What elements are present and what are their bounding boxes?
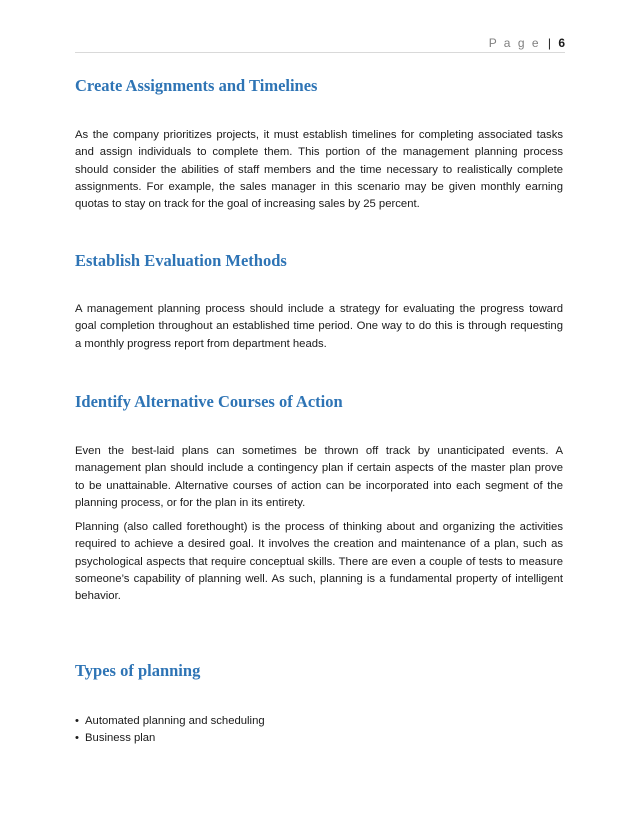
paragraph-planning-definition: Planning (also called forethought) is the process of thinking about and organizing the activities required to achieve a desired goal. It involves the creation and maintenance of a plan, such as psychological aspects that require conceptual skills. There are even a couple of tests to measure someone’s capability of planning well. As such, planning is a fundamental property of intelligent behavior. bbox=[75, 521, 563, 603]
page-separator: | bbox=[547, 36, 551, 50]
heading-alternative-courses: Identify Alternative Courses of Action bbox=[75, 392, 343, 411]
paragraph-evaluation-methods: A management planning process should include a strategy for evaluating the progress toward goal completion throughout an established time period. One way to do this is through requesting a monthly progress report from department heads. bbox=[75, 303, 563, 350]
planning-types-list bbox=[75, 713, 265, 748]
list-item: • Business plan bbox=[75, 730, 265, 747]
list-item: • Automated planning and scheduling bbox=[75, 713, 265, 730]
heading-create-assignments: Create Assignments and Timelines bbox=[75, 76, 318, 95]
page-label: P a g e bbox=[488, 36, 541, 50]
paragraph-create-assignments: As the company prioritizes projects, it must establish timelines for completing associated tasks and assign individuals to complete them. This portion of the management planning process should consider the abilities of staff members and the time necessary to realistically complete assignments. For example, the sales manager in this scenario may be given monthly earning quotas to stay on track for the goal of increasing sales by 25 percent. bbox=[75, 129, 563, 211]
heading-types-of-planning: Types of planning bbox=[75, 661, 201, 680]
heading-evaluation-methods: Establish Evaluation Methods bbox=[75, 251, 287, 270]
page-number: 6 bbox=[558, 36, 565, 50]
header-divider bbox=[75, 52, 565, 53]
page-number-header bbox=[489, 36, 565, 50]
paragraph-alternative-courses: Even the best-laid plans can sometimes be thrown off track by unanticipated events. A management plan should include a contingency plan if certain aspects of the master plan prove to be unattainable. Alternative courses of action can be incorporated into each segment of the planning process, or for the plan in its entirety. bbox=[75, 445, 563, 509]
